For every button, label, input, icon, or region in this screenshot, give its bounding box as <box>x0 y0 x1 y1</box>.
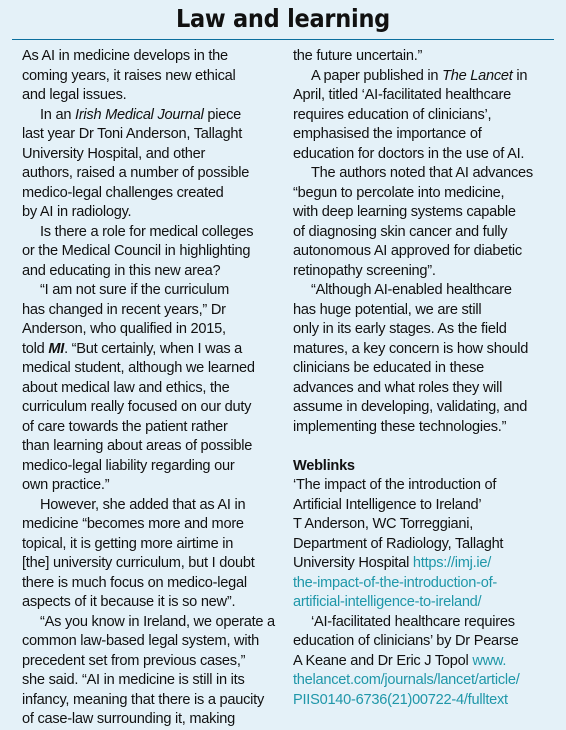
right-column <box>293 47 551 710</box>
paragraph <box>22 281 284 496</box>
weblinks-heading: Weblinks <box>293 457 355 474</box>
left-column <box>22 47 284 730</box>
weblink-url[interactable]: www. thelancet.com/journals/lancet/article/ PIIS0140-6736(21)00722-4/fulltext <box>293 652 520 708</box>
text-run: A paper published in <box>311 67 443 84</box>
text-run: In an <box>40 106 76 123</box>
article-title: Law and learning <box>175 4 391 33</box>
paragraph: As AI in medicine develops in the coming years, it raises new ethical and legal issues. <box>22 48 236 103</box>
weblink-reference <box>293 476 551 613</box>
paragraph: The authors noted that AI advances “begun to percolate into medicine, with deep learning systems capable of diagnosing skin cancer and fully autonomous AI approved for diabetic retinopathy screening”. <box>293 165 533 279</box>
paragraph: “Although AI-enabled healthcare has huge potential, we are still only in its early stages. As the field matures, a key concern is how should clinicians be educated in these advances and what roles they will assume in developing, validating, and implementing these technologies.” <box>293 282 529 435</box>
journal-name: The Lancet <box>442 67 513 84</box>
text-run: . “But certainly, when I was a medical student, although we learned about medical law and ethics, the curriculum really focused on our duty of care towards the patient rather than learning about areas of possible medico-legal liability regarding our own practice.” <box>22 340 255 493</box>
text-run: piece last year Dr Toni Anderson, Tallaght University Hospital, and other authors, raised a number of possible medico-legal challenges created by AI in radiology. <box>22 106 250 220</box>
paragraph <box>293 67 551 165</box>
weblink-url[interactable]: https://imj.ie/ the-impact-of-the-introduction-of- artificial-intelligence-to-ireland/ <box>293 555 498 610</box>
title-divider <box>12 39 554 40</box>
paragraph <box>22 106 284 223</box>
journal-name: Irish Medical Journal <box>75 106 204 123</box>
text-run: in April, titled ‘AI-facilitated healthcare requires education of clinicians’, emphasised the importance of education for doctors in the use of AI. <box>293 67 528 162</box>
weblink-reference <box>293 613 551 711</box>
publication-name: MI <box>48 340 65 357</box>
reference-text: ‘AI-facilitated healthcare requires education of clinicians’ by Dr Pearse A Keane and Dr Eric J Topol <box>293 613 519 669</box>
paragraph: the future uncertain.” <box>293 48 423 64</box>
reference-text: ‘The impact of the introduction of Artificial Intelligence to Ireland’ T Anderson, WC Torreggiani, Department of Radiology, Tallaght University Hospital <box>293 477 504 571</box>
spacer <box>293 437 551 457</box>
text-run: “I am not sure if the curriculum has changed in recent years,” Dr Anderson, who qualified in 2015, told <box>22 282 230 357</box>
paragraph: “As you know in Ireland, we operate a common law-based legal system, with precedent set from previous cases,” she said. “AI in medicine is still in its infancy, meaning that there is a paucity of case-law surrounding it, making <box>22 613 275 727</box>
paragraph: Is there a role for medical colleges or the Medical Council in highlighting and educating in this new area? <box>22 223 254 279</box>
weblinks-section <box>293 457 551 711</box>
paragraph: However, she added that as AI in medicine “becomes more and more topical, it is getting more airtime in [the] university curriculum, but I doubt there is much focus on medico-legal aspects of it because it is so new”. <box>22 496 255 610</box>
